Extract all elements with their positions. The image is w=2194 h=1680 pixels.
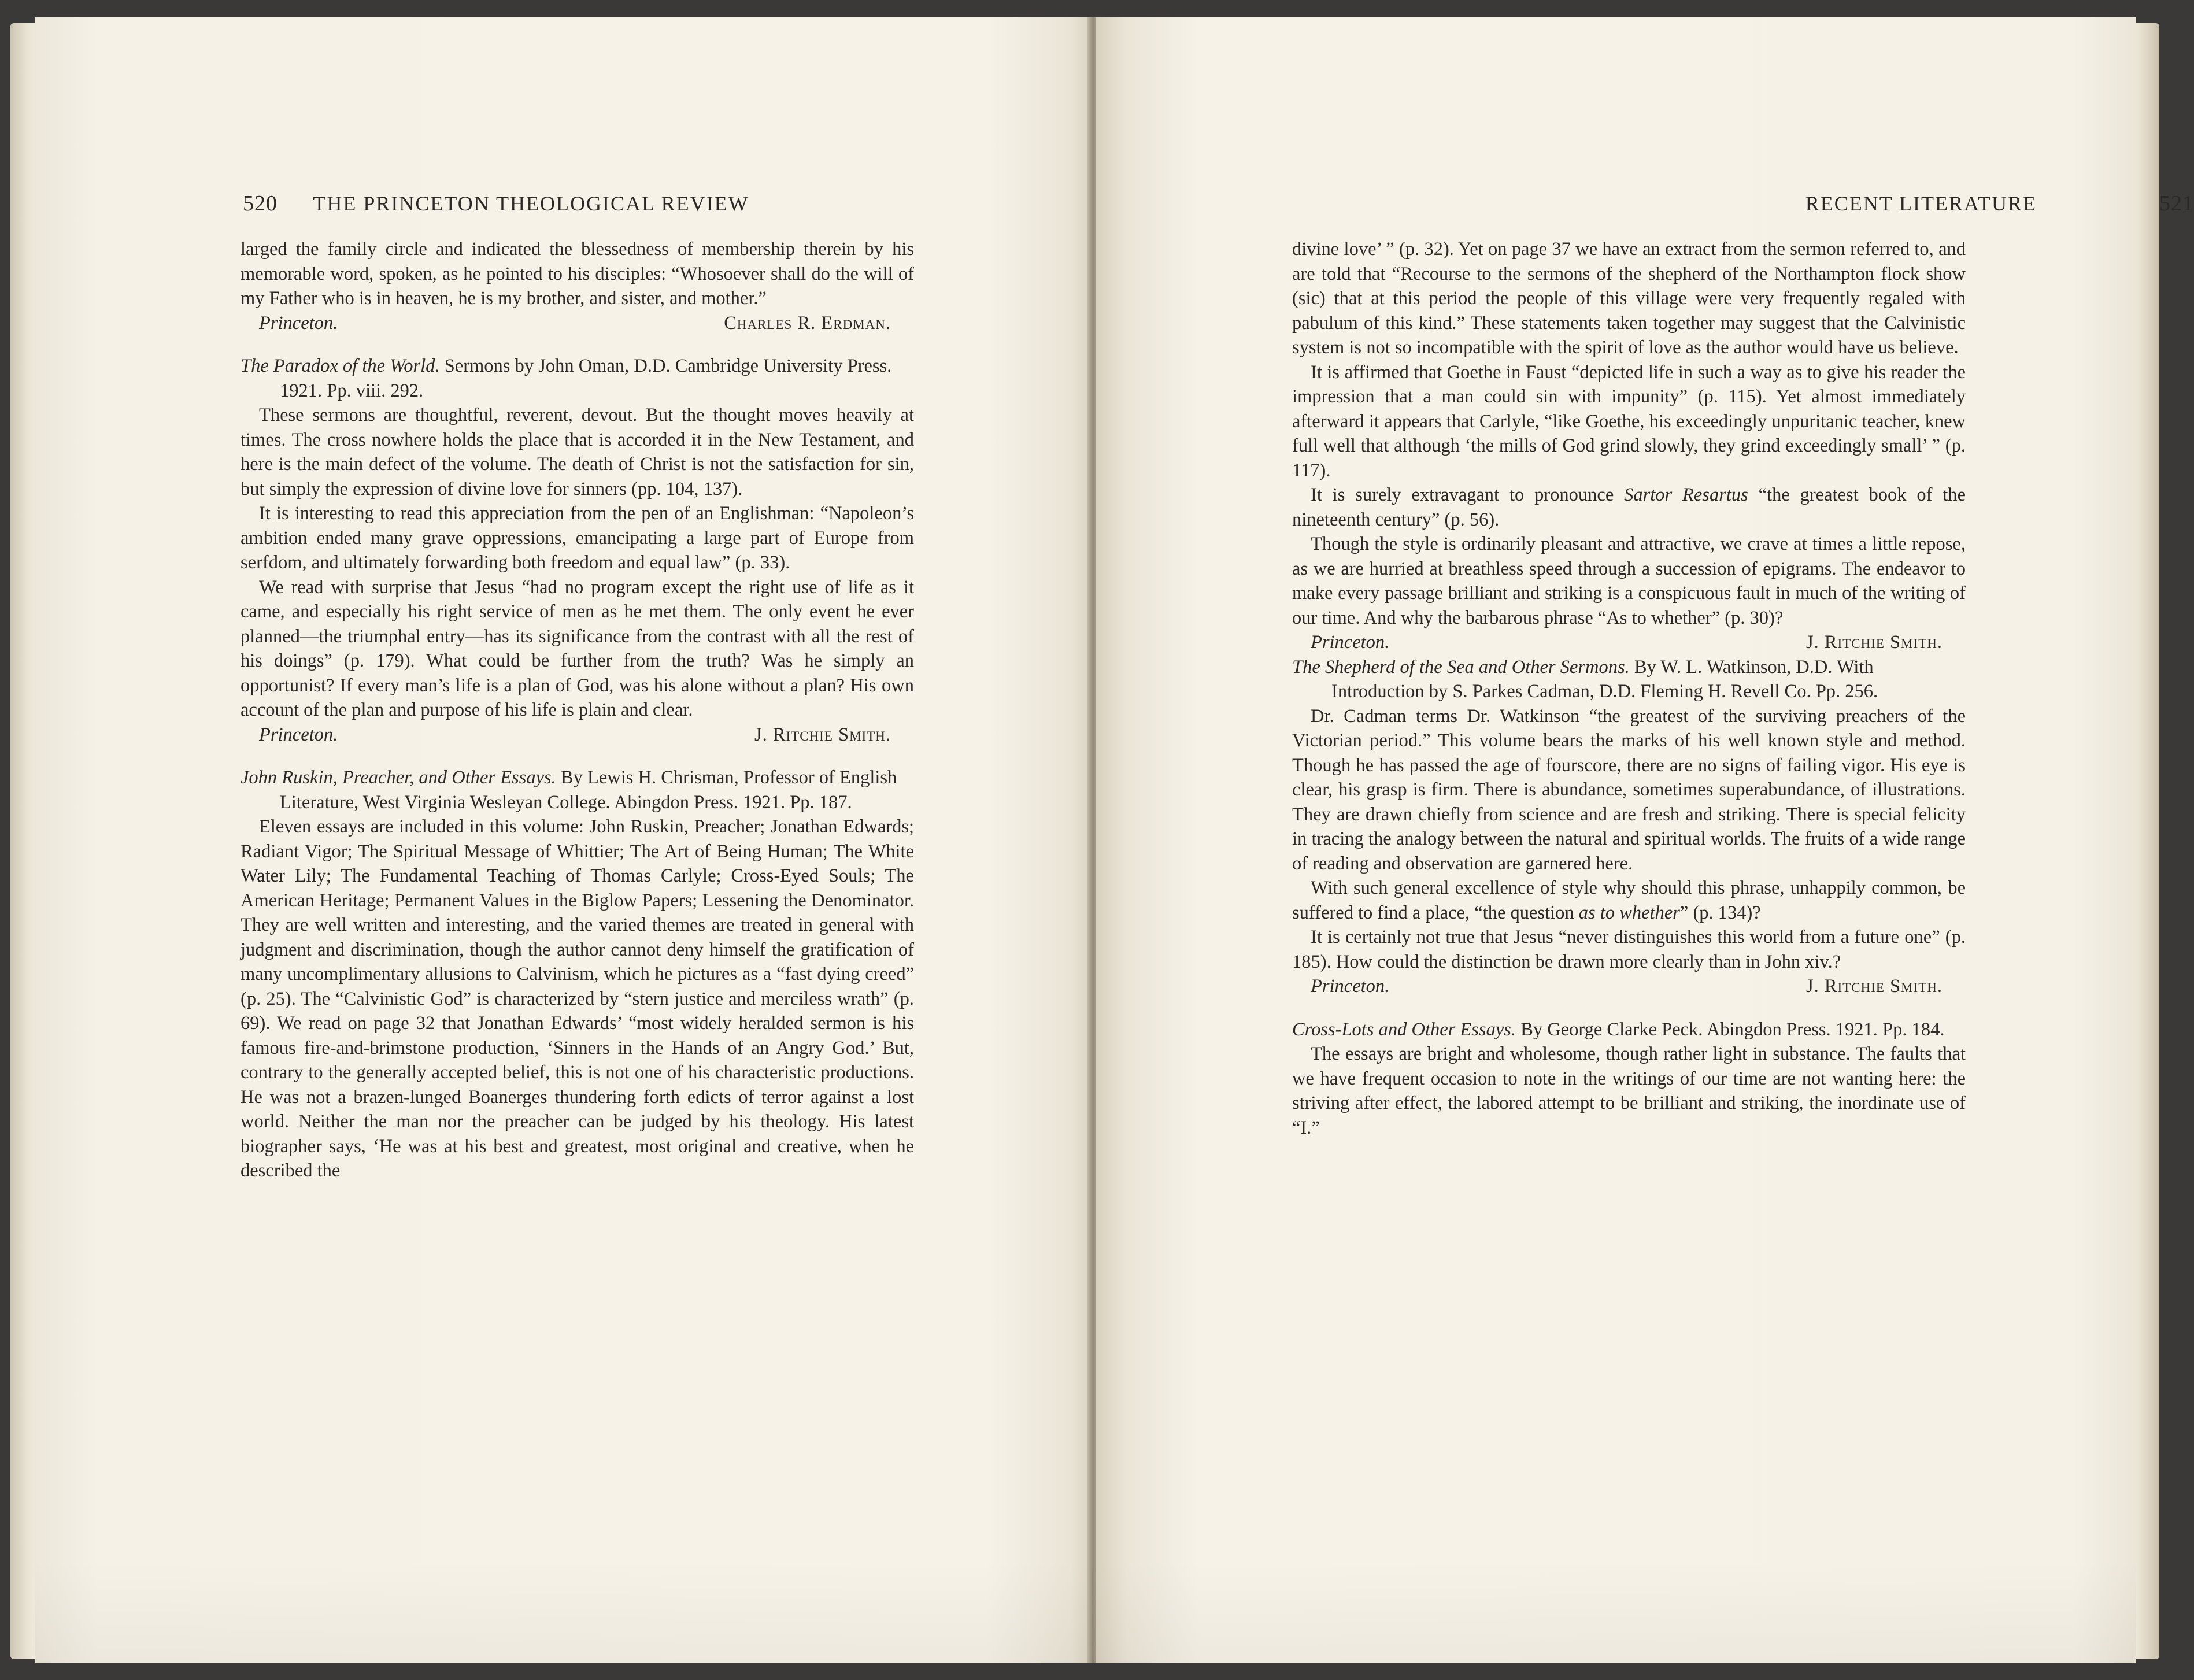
book-details: Sermons by John Oman, D.D. Cambridge University Press. 1921. Pp. viii. 292.: [280, 356, 892, 401]
body-paragraph: larged the family circle and indicated the blessedness of membership therein by his memorable word, spoken, as he pointed to his disciples: “Whosoever shall do the will of my Father who is in heaven, he is my brother, and sister, and mother.”: [241, 239, 914, 309]
section-gap: [241, 747, 914, 765]
paragraph-text: “the greatest book of the nineteenth century” (p. 56).: [1292, 484, 1966, 530]
book-title: John Ruskin, Preacher, and Other Essays.: [241, 767, 556, 788]
review-signature: [241, 311, 914, 336]
book-details: By George Clarke Peck. Abingdon Press. 1921. Pp. 184.: [1516, 1019, 1945, 1040]
signature-reviewer: J. Ritchie Smith.: [1805, 976, 1943, 997]
page-bottom-shade: [35, 1561, 2136, 1663]
right-page: [1096, 17, 2194, 1663]
book-details: By W. L. Watkinson, D.D. With Introduction by S. Parkes Cadman, D.D. Fleming H. Revell Co. Pp. 256.: [1331, 656, 1878, 702]
review-entry-heading: [1292, 1017, 1966, 1042]
signature-reviewer: J. Ritchie Smith.: [1805, 632, 1943, 653]
paragraph-text: ” (p. 134)?: [1679, 902, 1761, 923]
right-running-head: [1509, 191, 2194, 216]
left-page-text: [241, 237, 914, 1183]
paragraph-text: With such general excellence of style why should this phrase, unhappily common, be suffered to find a place, “the question: [1292, 878, 1966, 923]
body-paragraph: These sermons are thoughtful, reverent, devout. But the thought moves heavily at times. The cross nowhere holds the place that is accorded it in the New Testament, and here is the main defect of the volume. The death of Christ is not the satisfaction for sin, but simply the expression of divine love for sinners (pp. 104, 137).: [241, 405, 914, 499]
section-gap: [241, 335, 914, 354]
signature-place: Princeton.: [259, 724, 338, 745]
review-entry-heading: [241, 354, 914, 403]
signature-place: Princeton.: [1311, 976, 1390, 997]
left-running-head: [243, 191, 749, 216]
body-paragraph: It is affirmed that Goethe in Faust “depicted life in such a way as to give his reader the impression that a man could sin with impunity” (p. 115). Yet almost immediately afterward it appears that Carlyle, “like Goethe, his exceedingly unpuritanic teacher, knew full well that although ‘the mills of God grind slowly, they grind exceedingly small’ ” (p. 117).: [1292, 361, 1966, 481]
left-page: [35, 17, 1093, 1663]
right-page-text: [1292, 237, 1966, 1140]
signature-reviewer: Charles R. Erdman.: [724, 312, 891, 334]
review-signature: [1292, 630, 1966, 655]
section-gap: [1292, 999, 1966, 1017]
signature-reviewer: J. Ritchie Smith.: [754, 724, 891, 745]
body-paragraph: It is interesting to read this appreciation from the pen of an Englishman: “Napoleon’s ambition ended many grave oppressions, emancipating a large part of Europe from serfdom, and ultimately forwarding both freedom and equal law” (p. 33).: [241, 503, 914, 573]
body-paragraph: Eleven essays are included in this volume: John Ruskin, Preacher; Jonathan Edwards; Radiant Vigor; The Spiritual Message of Whittier; The Art of Being Human; The White Water Lily; The Fundamental Teaching of Thomas Carlyle; Cross-Eyed Souls; The American Heritage; Permanent Values in the Biglow Papers; Lessening the Denominator. They are well written and interesting, and the varied themes are treated in general with judgment and discrimination, though the author cannot deny himself the gratification of many uncomplimentary allusions to Calvinism, which he pictures as a “fast dying creed” (p. 25). The “Calvinistic God” is characterized by “stern justice and merciless wrath” (p. 69). We read on page 32 that Jonathan Edwards’ “most widely heralded sermon is his famous fire-and-brimstone production, ‘Sinners in the Hands of an Angry God.’ But, contrary to the generally accepted belief, this is not one of his characteristic productions. He was not a brazen-lunged Boanerges thundering forth edicts of terror against a lost world. Neither the man nor the preacher can be judged by his theology. His latest biographer says, ‘He was at his best and greatest, most original and creative, when he described the: [241, 816, 914, 1181]
body-paragraph: Though the style is ordinarily pleasant and attractive, we crave at times a little repose, as we are hurried at breathless speed through a succession of epigrams. The endeavor to make every passage brilliant and striking is a conspicuous fault in much of the writing of our time. And why the barbarous phrase “As to whether” (p. 30)?: [1292, 534, 1966, 628]
right-page-number: 521: [2159, 191, 2194, 216]
italic-title: Sartor Resartus: [1624, 484, 1748, 505]
review-entry-heading: [1292, 655, 1966, 704]
left-page-number: 520: [243, 191, 278, 216]
signature-place: Princeton.: [259, 312, 338, 334]
review-signature: [1292, 974, 1966, 999]
book-details: By Lewis H. Chrisman, Professor of English Literature, West Virginia Wesleyan College. Abingdon Press. 1921. Pp. 187.: [280, 767, 897, 813]
signature-place: Princeton.: [1311, 632, 1390, 653]
book-title: The Shepherd of the Sea and Other Sermons.: [1292, 656, 1630, 678]
book-title: Cross-Lots and Other Essays.: [1292, 1019, 1516, 1040]
body-paragraph: Dr. Cadman terms Dr. Watkinson “the greatest of the surviving preachers of the Victorian period.” This volume bears the marks of his well known style and method. Though he has passed the age of fourscore, there are no signs of failing vigor. His eye is clear, his grasp is firm. There is abundance, sometimes superabundance, of illustrations. They are drawn chiefly from science and are fresh and striking. There is special felicity in tracing the analogy between the natural and spiritual worlds. The fruits of a wide range of reading and observation are garnered here.: [1292, 705, 1966, 874]
paragraph-text: It is surely extravagant to pronounce: [1311, 484, 1625, 505]
book-title: The Paradox of the World.: [241, 356, 440, 376]
review-entry-heading: [241, 765, 914, 815]
italic-title: as to whether: [1578, 902, 1680, 923]
body-paragraph: It is certainly not true that Jesus “never distinguishes this world from a future one” (p. 185). How could the distinction be drawn more clearly than in John xiv.?: [1292, 927, 1966, 972]
review-signature: [241, 723, 914, 748]
left-header-title: THE PRINCETON THEOLOGICAL REVIEW: [313, 192, 749, 215]
body-paragraph: divine love’ ” (p. 32). Yet on page 37 we have an extract from the sermon referred to, and are told that “Recourse to the sermons of the shepherd of the Northampton flock show (sic) that at this period the people of this village were very frequently regaled with pabulum of this kind.” These statements taken together may suggest that the Calvinistic system is not so incompatible with the spirit of love as the author would have us believe.: [1292, 239, 1966, 358]
body-paragraph: We read with surprise that Jesus “had no program except the right use of life as it came, and especially his right service of men as he met them. The only event he ever planned—the triumphal entry—has its significance from the contrast with all the rest of his doings” (p. 179). What could be further from the truth? Was he simply an opportunist? If every man’s life is a plan of God, was his alone without a plan? His own account of the plan and purpose of his life is plain and clear.: [241, 576, 914, 720]
body-paragraph: [1292, 483, 1966, 532]
body-paragraph: [1292, 876, 1966, 925]
body-paragraph: The essays are bright and wholesome, though rather light in substance. The faults that we have frequent occasion to note in the writings of our time are not wanting here: the striving after effect, the labored attempt to be brilliant and striking, the inordinate use of “I.”: [1292, 1043, 1966, 1138]
right-header-title: RECENT LITERATURE: [1805, 192, 2037, 215]
right-page-edges: [2133, 23, 2159, 1659]
